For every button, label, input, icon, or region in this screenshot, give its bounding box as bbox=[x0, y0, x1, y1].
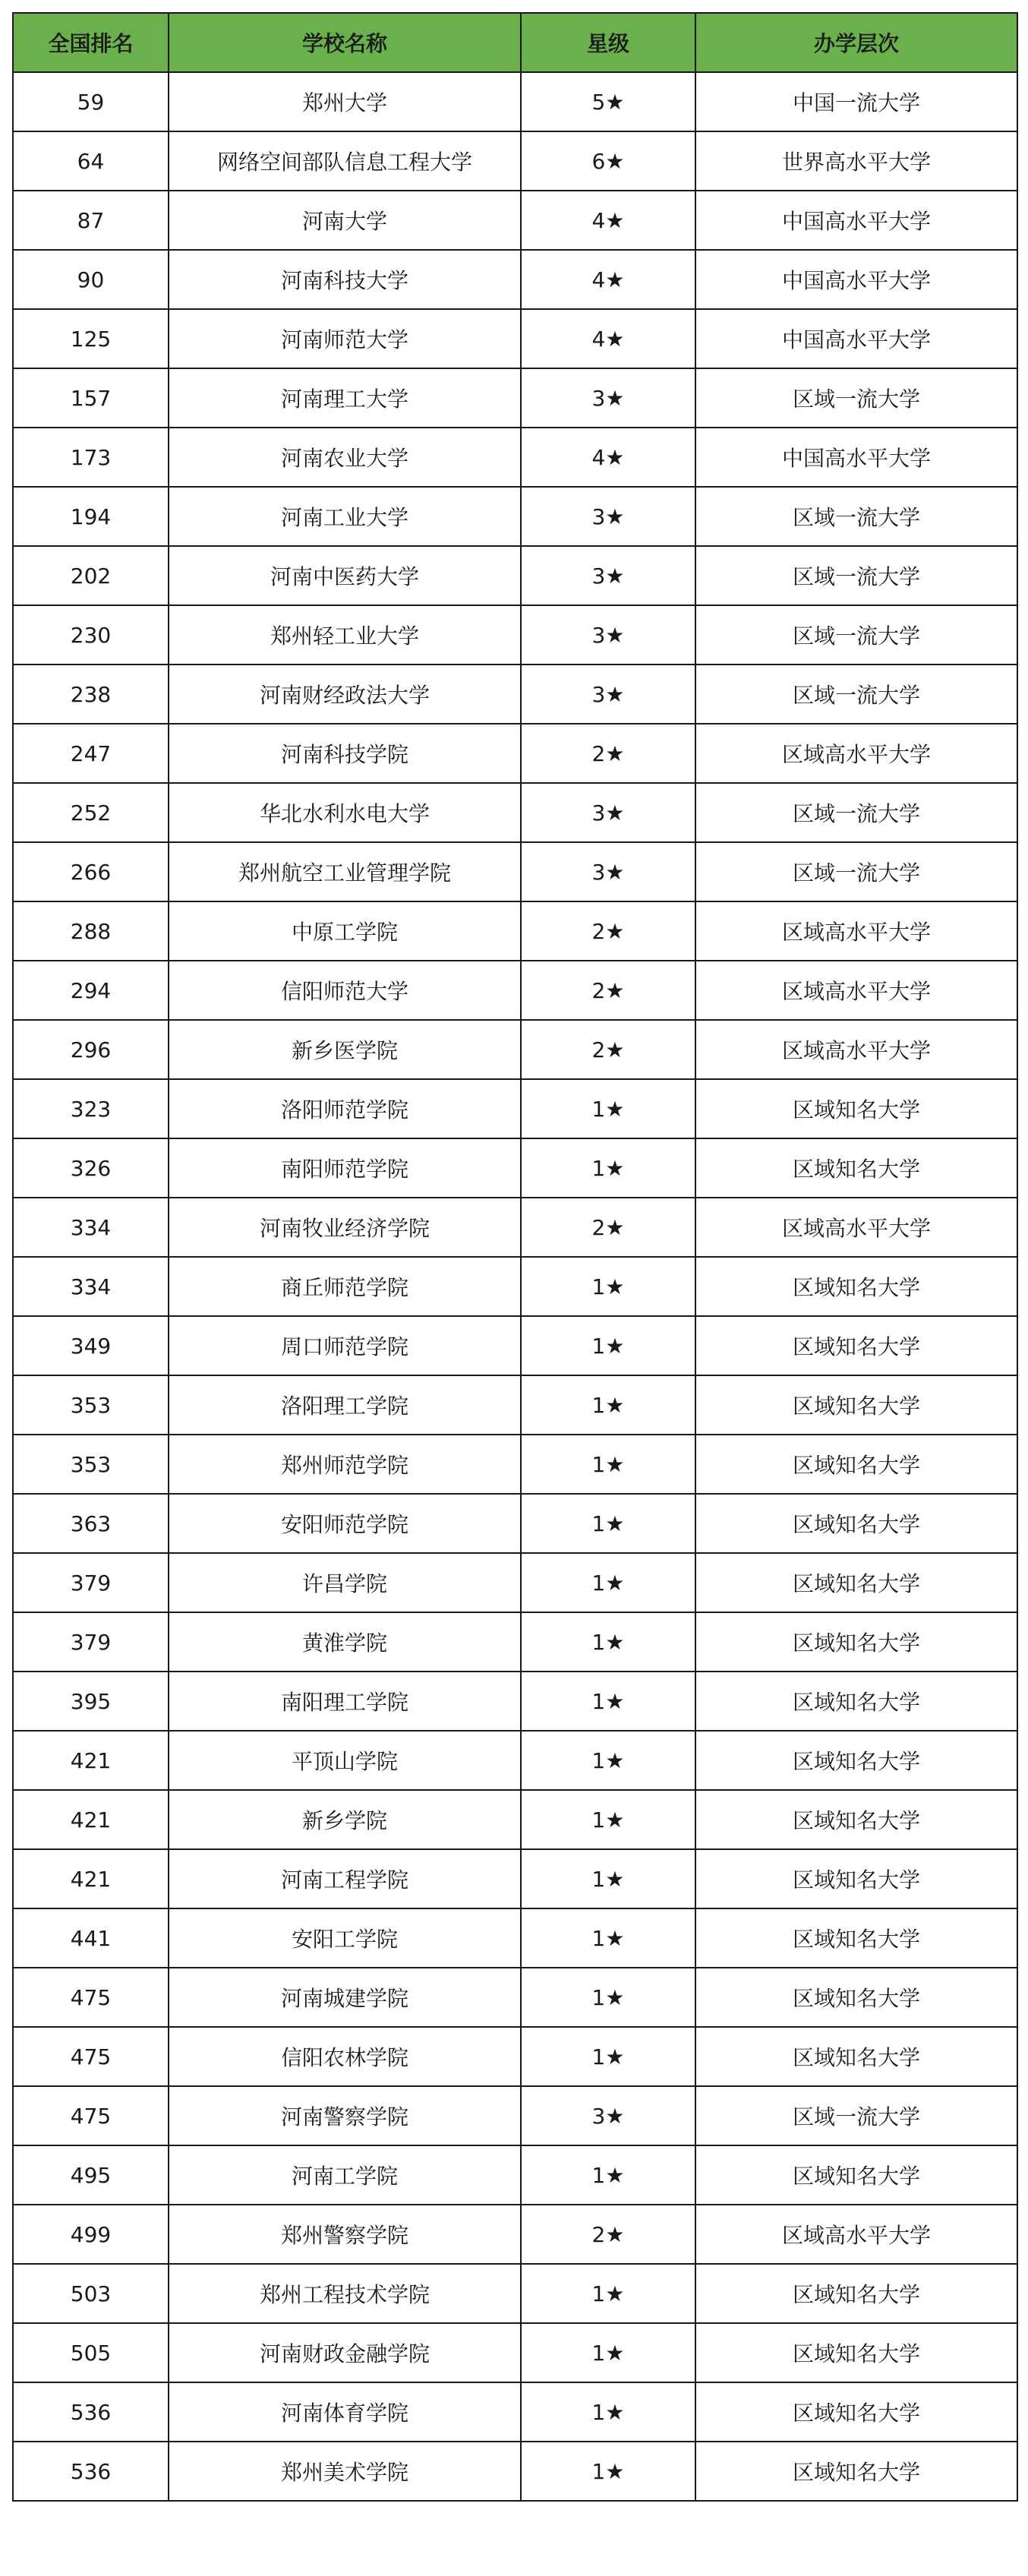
stars-cell: 1★ bbox=[521, 1612, 695, 1672]
level-cell: 区域知名大学 bbox=[695, 2264, 1017, 2323]
stars-cell: 3★ bbox=[521, 368, 695, 428]
header-rank: 全国排名 bbox=[13, 13, 169, 72]
table-row bbox=[13, 961, 1017, 1020]
rank-cell: 353 bbox=[13, 1435, 169, 1494]
stars-cell: 1★ bbox=[521, 1375, 695, 1435]
school-name-cell: 河南农业大学 bbox=[169, 428, 521, 487]
table-row bbox=[13, 665, 1017, 724]
rank-cell: 475 bbox=[13, 1968, 169, 2027]
table-row bbox=[13, 1316, 1017, 1375]
level-cell: 区域一流大学 bbox=[695, 2086, 1017, 2145]
table-row bbox=[13, 783, 1017, 842]
table-row bbox=[13, 2382, 1017, 2442]
university-ranking-table bbox=[12, 12, 1018, 2502]
table-body bbox=[13, 72, 1017, 2501]
level-cell: 中国一流大学 bbox=[695, 72, 1017, 131]
stars-cell: 1★ bbox=[521, 2382, 695, 2442]
level-cell: 区域知名大学 bbox=[695, 1908, 1017, 1968]
rank-cell: 353 bbox=[13, 1375, 169, 1435]
stars-cell: 5★ bbox=[521, 72, 695, 131]
level-cell: 区域高水平大学 bbox=[695, 961, 1017, 1020]
table-row bbox=[13, 1375, 1017, 1435]
table-row bbox=[13, 1968, 1017, 2027]
rank-cell: 247 bbox=[13, 724, 169, 783]
stars-cell: 3★ bbox=[521, 665, 695, 724]
school-name-cell: 郑州大学 bbox=[169, 72, 521, 131]
school-name-cell: 河南牧业经济学院 bbox=[169, 1198, 521, 1257]
table-row bbox=[13, 2145, 1017, 2205]
level-cell: 区域一流大学 bbox=[695, 546, 1017, 605]
table-row bbox=[13, 1435, 1017, 1494]
school-name-cell: 许昌学院 bbox=[169, 1553, 521, 1612]
table-row bbox=[13, 428, 1017, 487]
school-name-cell: 郑州美术学院 bbox=[169, 2442, 521, 2501]
table-row bbox=[13, 2442, 1017, 2501]
school-name-cell: 郑州工程技术学院 bbox=[169, 2264, 521, 2323]
rank-cell: 252 bbox=[13, 783, 169, 842]
level-cell: 区域知名大学 bbox=[695, 2382, 1017, 2442]
school-name-cell: 洛阳师范学院 bbox=[169, 1079, 521, 1138]
level-cell: 区域知名大学 bbox=[695, 1138, 1017, 1198]
level-cell: 区域知名大学 bbox=[695, 1316, 1017, 1375]
rank-cell: 349 bbox=[13, 1316, 169, 1375]
table-row bbox=[13, 1138, 1017, 1198]
rank-cell: 194 bbox=[13, 487, 169, 546]
school-name-cell: 河南工学院 bbox=[169, 2145, 521, 2205]
stars-cell: 2★ bbox=[521, 2205, 695, 2264]
school-name-cell: 河南理工大学 bbox=[169, 368, 521, 428]
school-name-cell: 河南科技大学 bbox=[169, 250, 521, 309]
rank-cell: 505 bbox=[13, 2323, 169, 2382]
stars-cell: 1★ bbox=[521, 1257, 695, 1316]
stars-cell: 3★ bbox=[521, 2086, 695, 2145]
stars-cell: 1★ bbox=[521, 1494, 695, 1553]
rank-cell: 59 bbox=[13, 72, 169, 131]
table-row bbox=[13, 1257, 1017, 1316]
school-name-cell: 安阳工学院 bbox=[169, 1908, 521, 1968]
header-stars: 星级 bbox=[521, 13, 695, 72]
table-row bbox=[13, 1731, 1017, 1790]
school-name-cell: 河南警察学院 bbox=[169, 2086, 521, 2145]
school-name-cell: 河南体育学院 bbox=[169, 2382, 521, 2442]
rank-cell: 230 bbox=[13, 605, 169, 665]
rank-cell: 334 bbox=[13, 1257, 169, 1316]
level-cell: 中国高水平大学 bbox=[695, 309, 1017, 368]
stars-cell: 1★ bbox=[521, 1553, 695, 1612]
rank-cell: 421 bbox=[13, 1790, 169, 1849]
rank-cell: 238 bbox=[13, 665, 169, 724]
rank-cell: 379 bbox=[13, 1553, 169, 1612]
table-row bbox=[13, 309, 1017, 368]
stars-cell: 4★ bbox=[521, 309, 695, 368]
school-name-cell: 黄淮学院 bbox=[169, 1612, 521, 1672]
level-cell: 区域知名大学 bbox=[695, 1731, 1017, 1790]
level-cell: 区域知名大学 bbox=[695, 2323, 1017, 2382]
level-cell: 区域一流大学 bbox=[695, 842, 1017, 901]
header-school-name: 学校名称 bbox=[169, 13, 521, 72]
stars-cell: 4★ bbox=[521, 250, 695, 309]
rank-cell: 87 bbox=[13, 191, 169, 250]
stars-cell: 6★ bbox=[521, 131, 695, 191]
level-cell: 区域一流大学 bbox=[695, 368, 1017, 428]
stars-cell: 1★ bbox=[521, 2442, 695, 2501]
rank-cell: 157 bbox=[13, 368, 169, 428]
school-name-cell: 河南科技学院 bbox=[169, 724, 521, 783]
rank-cell: 334 bbox=[13, 1198, 169, 1257]
rank-cell: 495 bbox=[13, 2145, 169, 2205]
stars-cell: 3★ bbox=[521, 546, 695, 605]
school-name-cell: 安阳师范学院 bbox=[169, 1494, 521, 1553]
rank-cell: 379 bbox=[13, 1612, 169, 1672]
rank-cell: 125 bbox=[13, 309, 169, 368]
rank-cell: 90 bbox=[13, 250, 169, 309]
school-name-cell: 河南中医药大学 bbox=[169, 546, 521, 605]
rank-cell: 64 bbox=[13, 131, 169, 191]
level-cell: 世界高水平大学 bbox=[695, 131, 1017, 191]
stars-cell: 4★ bbox=[521, 428, 695, 487]
school-name-cell: 郑州师范学院 bbox=[169, 1435, 521, 1494]
level-cell: 中国高水平大学 bbox=[695, 191, 1017, 250]
table-row bbox=[13, 1849, 1017, 1908]
table-row bbox=[13, 487, 1017, 546]
school-name-cell: 洛阳理工学院 bbox=[169, 1375, 521, 1435]
ranking-table-container bbox=[12, 12, 1017, 2502]
school-name-cell: 信阳师范大学 bbox=[169, 961, 521, 1020]
stars-cell: 1★ bbox=[521, 1790, 695, 1849]
stars-cell: 1★ bbox=[521, 1138, 695, 1198]
table-row bbox=[13, 1612, 1017, 1672]
school-name-cell: 新乡医学院 bbox=[169, 1020, 521, 1079]
table-row bbox=[13, 724, 1017, 783]
school-name-cell: 河南财经政法大学 bbox=[169, 665, 521, 724]
level-cell: 区域知名大学 bbox=[695, 1553, 1017, 1612]
rank-cell: 503 bbox=[13, 2264, 169, 2323]
school-name-cell: 河南大学 bbox=[169, 191, 521, 250]
table-row bbox=[13, 1494, 1017, 1553]
level-cell: 区域知名大学 bbox=[695, 1790, 1017, 1849]
stars-cell: 2★ bbox=[521, 1198, 695, 1257]
stars-cell: 1★ bbox=[521, 1731, 695, 1790]
stars-cell: 4★ bbox=[521, 191, 695, 250]
stars-cell: 2★ bbox=[521, 724, 695, 783]
level-cell: 区域高水平大学 bbox=[695, 1020, 1017, 1079]
table-row bbox=[13, 1553, 1017, 1612]
level-cell: 区域知名大学 bbox=[695, 1079, 1017, 1138]
stars-cell: 1★ bbox=[521, 1908, 695, 1968]
rank-cell: 441 bbox=[13, 1908, 169, 1968]
stars-cell: 2★ bbox=[521, 1020, 695, 1079]
rank-cell: 294 bbox=[13, 961, 169, 1020]
level-cell: 区域知名大学 bbox=[695, 1849, 1017, 1908]
stars-cell: 1★ bbox=[521, 1672, 695, 1731]
school-name-cell: 华北水利水电大学 bbox=[169, 783, 521, 842]
table-row bbox=[13, 2264, 1017, 2323]
school-name-cell: 商丘师范学院 bbox=[169, 1257, 521, 1316]
school-name-cell: 周口师范学院 bbox=[169, 1316, 521, 1375]
table-row bbox=[13, 1908, 1017, 1968]
table-row bbox=[13, 2027, 1017, 2086]
school-name-cell: 南阳理工学院 bbox=[169, 1672, 521, 1731]
stars-cell: 1★ bbox=[521, 1079, 695, 1138]
school-name-cell: 河南工业大学 bbox=[169, 487, 521, 546]
table-row bbox=[13, 901, 1017, 961]
level-cell: 区域一流大学 bbox=[695, 605, 1017, 665]
level-cell: 中国高水平大学 bbox=[695, 250, 1017, 309]
table-row bbox=[13, 72, 1017, 131]
level-cell: 区域高水平大学 bbox=[695, 1198, 1017, 1257]
level-cell: 区域知名大学 bbox=[695, 1375, 1017, 1435]
rank-cell: 536 bbox=[13, 2442, 169, 2501]
school-name-cell: 平顶山学院 bbox=[169, 1731, 521, 1790]
level-cell: 区域知名大学 bbox=[695, 1672, 1017, 1731]
level-cell: 区域高水平大学 bbox=[695, 901, 1017, 961]
school-name-cell: 河南城建学院 bbox=[169, 1968, 521, 2027]
level-cell: 区域一流大学 bbox=[695, 783, 1017, 842]
rank-cell: 499 bbox=[13, 2205, 169, 2264]
table-row bbox=[13, 1790, 1017, 1849]
stars-cell: 1★ bbox=[521, 2145, 695, 2205]
rank-cell: 202 bbox=[13, 546, 169, 605]
table-row bbox=[13, 131, 1017, 191]
level-cell: 区域知名大学 bbox=[695, 1435, 1017, 1494]
school-name-cell: 新乡学院 bbox=[169, 1790, 521, 1849]
rank-cell: 326 bbox=[13, 1138, 169, 1198]
level-cell: 区域知名大学 bbox=[695, 2027, 1017, 2086]
table-header bbox=[13, 13, 1017, 72]
table-row bbox=[13, 546, 1017, 605]
stars-cell: 3★ bbox=[521, 605, 695, 665]
stars-cell: 2★ bbox=[521, 961, 695, 1020]
school-name-cell: 郑州轻工业大学 bbox=[169, 605, 521, 665]
level-cell: 区域高水平大学 bbox=[695, 2205, 1017, 2264]
rank-cell: 536 bbox=[13, 2382, 169, 2442]
stars-cell: 1★ bbox=[521, 1849, 695, 1908]
rank-cell: 421 bbox=[13, 1731, 169, 1790]
rank-cell: 475 bbox=[13, 2086, 169, 2145]
rank-cell: 296 bbox=[13, 1020, 169, 1079]
school-name-cell: 河南师范大学 bbox=[169, 309, 521, 368]
table-row bbox=[13, 1020, 1017, 1079]
rank-cell: 323 bbox=[13, 1079, 169, 1138]
school-name-cell: 郑州航空工业管理学院 bbox=[169, 842, 521, 901]
level-cell: 区域一流大学 bbox=[695, 487, 1017, 546]
stars-cell: 1★ bbox=[521, 1968, 695, 2027]
table-row bbox=[13, 2323, 1017, 2382]
rank-cell: 288 bbox=[13, 901, 169, 961]
level-cell: 区域知名大学 bbox=[695, 1968, 1017, 2027]
level-cell: 区域知名大学 bbox=[695, 2442, 1017, 2501]
level-cell: 区域知名大学 bbox=[695, 1612, 1017, 1672]
rank-cell: 173 bbox=[13, 428, 169, 487]
stars-cell: 2★ bbox=[521, 901, 695, 961]
stars-cell: 3★ bbox=[521, 842, 695, 901]
table-row bbox=[13, 191, 1017, 250]
level-cell: 区域一流大学 bbox=[695, 665, 1017, 724]
table-row bbox=[13, 605, 1017, 665]
table-row bbox=[13, 368, 1017, 428]
rank-cell: 363 bbox=[13, 1494, 169, 1553]
school-name-cell: 信阳农林学院 bbox=[169, 2027, 521, 2086]
school-name-cell: 河南财政金融学院 bbox=[169, 2323, 521, 2382]
stars-cell: 1★ bbox=[521, 2323, 695, 2382]
level-cell: 区域知名大学 bbox=[695, 1257, 1017, 1316]
table-row bbox=[13, 250, 1017, 309]
level-cell: 区域知名大学 bbox=[695, 1494, 1017, 1553]
level-cell: 区域知名大学 bbox=[695, 2145, 1017, 2205]
stars-cell: 3★ bbox=[521, 783, 695, 842]
header-row bbox=[13, 13, 1017, 72]
school-name-cell: 网络空间部队信息工程大学 bbox=[169, 131, 521, 191]
rank-cell: 475 bbox=[13, 2027, 169, 2086]
rank-cell: 266 bbox=[13, 842, 169, 901]
stars-cell: 1★ bbox=[521, 1435, 695, 1494]
rank-cell: 395 bbox=[13, 1672, 169, 1731]
stars-cell: 1★ bbox=[521, 2264, 695, 2323]
rank-cell: 421 bbox=[13, 1849, 169, 1908]
level-cell: 中国高水平大学 bbox=[695, 428, 1017, 487]
school-name-cell: 郑州警察学院 bbox=[169, 2205, 521, 2264]
school-name-cell: 南阳师范学院 bbox=[169, 1138, 521, 1198]
stars-cell: 3★ bbox=[521, 487, 695, 546]
header-level: 办学层次 bbox=[695, 13, 1017, 72]
table-row bbox=[13, 1672, 1017, 1731]
table-row bbox=[13, 2086, 1017, 2145]
table-row bbox=[13, 1079, 1017, 1138]
school-name-cell: 中原工学院 bbox=[169, 901, 521, 961]
level-cell: 区域高水平大学 bbox=[695, 724, 1017, 783]
school-name-cell: 河南工程学院 bbox=[169, 1849, 521, 1908]
table-row bbox=[13, 1198, 1017, 1257]
stars-cell: 1★ bbox=[521, 2027, 695, 2086]
table-row bbox=[13, 842, 1017, 901]
table-row bbox=[13, 2205, 1017, 2264]
stars-cell: 1★ bbox=[521, 1316, 695, 1375]
